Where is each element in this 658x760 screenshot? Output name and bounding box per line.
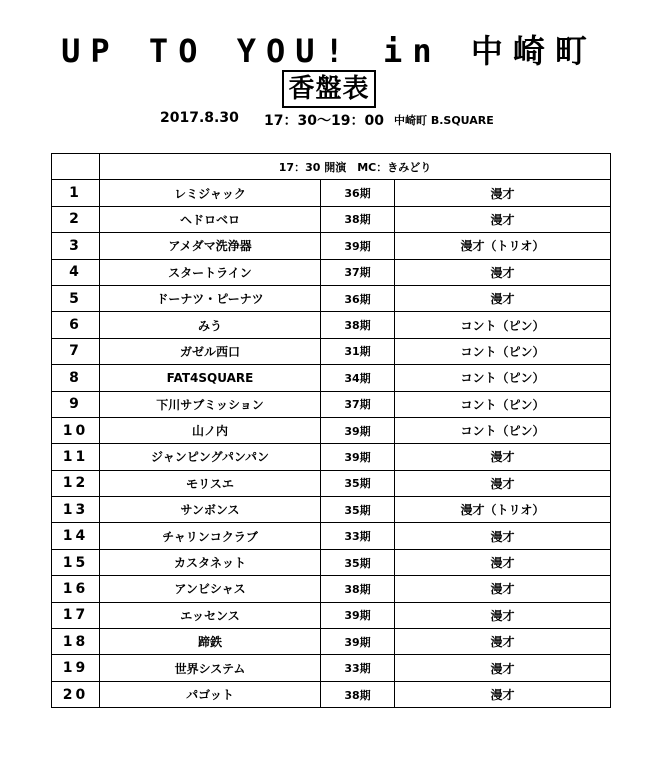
page-subtitle: 香盤表 bbox=[282, 70, 375, 108]
generation-cell: 35期 bbox=[321, 549, 395, 575]
order-number-cell: 1 bbox=[52, 180, 100, 206]
order-number-cell: 11 bbox=[52, 444, 100, 470]
table-row bbox=[52, 391, 611, 417]
order-number-cell: 4 bbox=[52, 259, 100, 285]
table-row bbox=[52, 655, 611, 681]
start-and-mc-cell: 17：30 開演 MC：きみどり bbox=[100, 154, 611, 180]
act-type-cell: コント（ピン） bbox=[395, 338, 611, 364]
generation-cell: 39期 bbox=[321, 602, 395, 628]
table-row bbox=[52, 338, 611, 364]
performer-name-cell: アメダマ洗浄器 bbox=[100, 233, 321, 259]
event-date: 2017.8.30 bbox=[160, 110, 239, 126]
performer-name-cell: ジャンピングパンパン bbox=[100, 444, 321, 470]
act-type-cell: 漫才 bbox=[395, 206, 611, 232]
act-type-cell: コント（ピン） bbox=[395, 391, 611, 417]
act-type-cell: 漫才（トリオ） bbox=[395, 233, 611, 259]
performer-name-cell: 世界システム bbox=[100, 655, 321, 681]
table-row bbox=[52, 602, 611, 628]
act-type-cell: 漫才（トリオ） bbox=[395, 497, 611, 523]
act-type-cell: 漫才 bbox=[395, 523, 611, 549]
order-number-cell: 15 bbox=[52, 549, 100, 575]
performer-name-cell: みう bbox=[100, 312, 321, 338]
act-type-cell: 漫才 bbox=[395, 444, 611, 470]
header-empty-cell bbox=[52, 154, 100, 180]
performer-name-cell: スタートライン bbox=[100, 259, 321, 285]
generation-cell: 39期 bbox=[321, 233, 395, 259]
performer-name-cell: チャリンコクラブ bbox=[100, 523, 321, 549]
order-number-cell: 19 bbox=[52, 655, 100, 681]
act-type-cell: 漫才 bbox=[395, 470, 611, 496]
event-time: 17：30～19：00 bbox=[264, 113, 384, 129]
act-type-cell: コント（ピン） bbox=[395, 365, 611, 391]
performer-name-cell: アンビシャス bbox=[100, 576, 321, 602]
table-row bbox=[52, 206, 611, 232]
order-number-cell: 16 bbox=[52, 576, 100, 602]
generation-cell: 33期 bbox=[321, 523, 395, 549]
table-row bbox=[52, 259, 611, 285]
performer-name-cell: 下川サブミッション bbox=[100, 391, 321, 417]
performer-name-cell: カスタネット bbox=[100, 549, 321, 575]
performer-name-cell: モリスエ bbox=[100, 470, 321, 496]
table-row bbox=[52, 549, 611, 575]
table-row bbox=[52, 180, 611, 206]
performer-name-cell: ドーナツ・ピーナツ bbox=[100, 285, 321, 311]
table-row bbox=[52, 444, 611, 470]
generation-cell: 38期 bbox=[321, 576, 395, 602]
performer-name-cell: エッセンス bbox=[100, 602, 321, 628]
generation-cell: 31期 bbox=[321, 338, 395, 364]
generation-cell: 36期 bbox=[321, 285, 395, 311]
table-row bbox=[52, 681, 611, 707]
performer-name-cell: 山ノ内 bbox=[100, 417, 321, 443]
generation-cell: 39期 bbox=[321, 629, 395, 655]
generation-cell: 34期 bbox=[321, 365, 395, 391]
performer-name-cell: パゴット bbox=[100, 681, 321, 707]
performer-name-cell: ヘドロベロ bbox=[100, 206, 321, 232]
act-type-cell: 漫才 bbox=[395, 602, 611, 628]
table-row bbox=[52, 629, 611, 655]
table-row bbox=[52, 365, 611, 391]
act-type-cell: 漫才 bbox=[395, 629, 611, 655]
act-type-cell: 漫才 bbox=[395, 259, 611, 285]
generation-cell: 37期 bbox=[321, 259, 395, 285]
order-number-cell: 17 bbox=[52, 602, 100, 628]
order-number-cell: 10 bbox=[52, 417, 100, 443]
generation-cell: 35期 bbox=[321, 470, 395, 496]
order-number-cell: 20 bbox=[52, 681, 100, 707]
act-type-cell: 漫才 bbox=[395, 285, 611, 311]
act-type-cell: 漫才 bbox=[395, 576, 611, 602]
generation-cell: 38期 bbox=[321, 206, 395, 232]
order-number-cell: 2 bbox=[52, 206, 100, 232]
order-number-cell: 3 bbox=[52, 233, 100, 259]
page-title: UP TO YOU! in 中崎町 bbox=[61, 32, 597, 70]
table-row bbox=[52, 312, 611, 338]
table-row bbox=[52, 417, 611, 443]
order-number-cell: 12 bbox=[52, 470, 100, 496]
performer-name-cell: レミジャック bbox=[100, 180, 321, 206]
act-type-cell: コント（ピン） bbox=[395, 312, 611, 338]
order-number-cell: 8 bbox=[52, 365, 100, 391]
table-header-row bbox=[52, 154, 611, 180]
lineup-table bbox=[51, 153, 611, 708]
generation-cell: 38期 bbox=[321, 681, 395, 707]
table-row bbox=[52, 497, 611, 523]
table-row bbox=[52, 523, 611, 549]
event-venue: 中崎町 B.SQUARE bbox=[394, 114, 494, 127]
generation-cell: 35期 bbox=[321, 497, 395, 523]
act-type-cell: コント（ピン） bbox=[395, 417, 611, 443]
act-type-cell: 漫才 bbox=[395, 655, 611, 681]
act-type-cell: 漫才 bbox=[395, 681, 611, 707]
generation-cell: 39期 bbox=[321, 417, 395, 443]
generation-cell: 33期 bbox=[321, 655, 395, 681]
order-number-cell: 14 bbox=[52, 523, 100, 549]
order-number-cell: 13 bbox=[52, 497, 100, 523]
act-type-cell: 漫才 bbox=[395, 549, 611, 575]
order-number-cell: 5 bbox=[52, 285, 100, 311]
order-number-cell: 6 bbox=[52, 312, 100, 338]
generation-cell: 39期 bbox=[321, 444, 395, 470]
table-row bbox=[52, 285, 611, 311]
performer-name-cell: ガゼル西口 bbox=[100, 338, 321, 364]
performer-name-cell: サンボンス bbox=[100, 497, 321, 523]
order-number-cell: 9 bbox=[52, 391, 100, 417]
performer-name-cell: 蹄鉄 bbox=[100, 629, 321, 655]
order-number-cell: 7 bbox=[52, 338, 100, 364]
generation-cell: 38期 bbox=[321, 312, 395, 338]
performer-name-cell: FAT4SQUARE bbox=[100, 365, 321, 391]
table-row bbox=[52, 233, 611, 259]
generation-cell: 37期 bbox=[321, 391, 395, 417]
table-row bbox=[52, 576, 611, 602]
lineup-table-body bbox=[52, 154, 611, 708]
generation-cell: 36期 bbox=[321, 180, 395, 206]
table-row bbox=[52, 470, 611, 496]
order-number-cell: 18 bbox=[52, 629, 100, 655]
subtitle-container bbox=[0, 70, 658, 108]
act-type-cell: 漫才 bbox=[395, 180, 611, 206]
